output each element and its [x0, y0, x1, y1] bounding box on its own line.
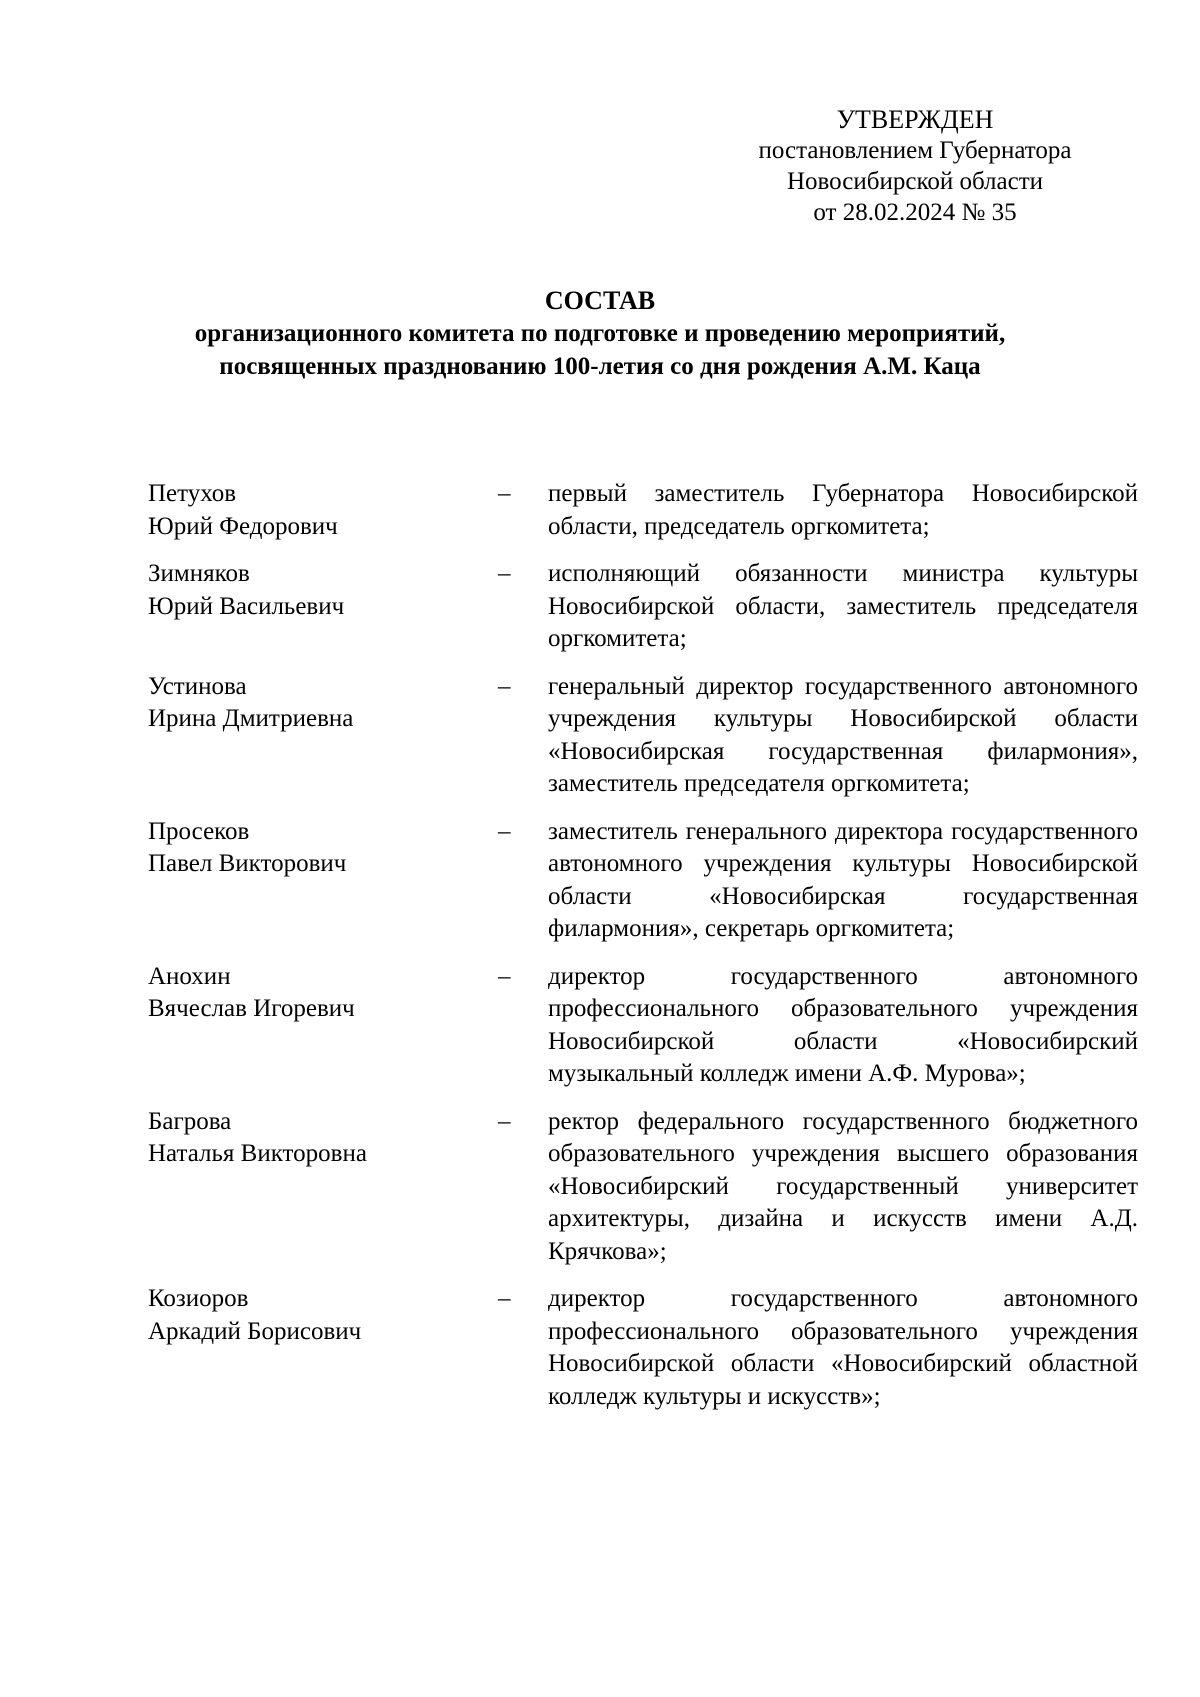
dash-separator: – [498, 560, 511, 587]
member-role: первый заместитель Губернатора Новосибирской области, председатель оргкомитета; [548, 480, 1138, 540]
member-surname: Петухов [148, 480, 237, 507]
dash-separator: – [498, 962, 511, 990]
member-given-names: Аркадий Борисович [148, 1317, 362, 1345]
member-role: исполняющий обязанности министра культуры Новосибирской области, заместитель председателя оргкомитета; [548, 560, 1138, 652]
approval-line: постановлением Губернатора [758, 137, 1072, 164]
member-entry [148, 478, 1138, 543]
member-entry [148, 816, 1138, 946]
member-entry [148, 1106, 1138, 1269]
dash-separator: – [498, 672, 511, 700]
member-name [148, 816, 498, 881]
document-title: СОСТАВ [544, 286, 656, 315]
member-name [148, 1106, 498, 1171]
member-entry [148, 558, 1138, 656]
member-given-names: Ирина Дмитриевна [148, 705, 354, 732]
member-surname: Зимняков [148, 560, 250, 587]
member-surname: Устинова [148, 672, 247, 700]
member-role: директор государственного автономного профессионального образовательного учреждения Новосибирской области «Новосибирский областной колледж культуры и искусств»; [548, 1285, 1138, 1410]
member-role: ректор федерального государственного бюджетного образовательного учреждения высшего образования «Новосибирский государственный университет архитектуры, дизайна и искусств имени А.Д. Крячкова»; [548, 1107, 1138, 1265]
member-given-names: Вячеслав Игоревич [148, 995, 355, 1022]
member-name [148, 478, 498, 543]
member-name [148, 961, 498, 1026]
dash-separator: – [498, 817, 511, 845]
member-given-names: Павел Викторович [148, 850, 347, 877]
dash-separator: – [498, 1107, 511, 1135]
dash-separator: – [498, 480, 511, 507]
document-subtitle-line: организационного комитета по подготовке и проведению мероприятий, [194, 320, 1006, 347]
approval-title: УТВЕРЖДЕН [836, 105, 994, 134]
member-role: генеральный директор государственного автономного учреждения культуры Новосибирской области «Новосибирская государственная филармония», заместитель председателя оргкомитета; [548, 672, 1138, 797]
dash-separator: – [498, 1285, 511, 1312]
member-name [148, 558, 498, 623]
member-role: директор государственного автономного профессионального образовательного учреждения Новосибирской области «Новосибирский музыкальный колледж имени А.Ф. Мурова»; [548, 962, 1138, 1087]
member-surname: Анохин [148, 962, 231, 990]
approval-date-number: от 28.02.2024 № 35 [813, 199, 1017, 226]
document-heading [60, 284, 1140, 383]
member-surname: Просеков [148, 817, 250, 845]
approval-line: Новосибирской области [786, 168, 1044, 195]
member-name [148, 1283, 498, 1348]
member-given-names: Юрий Федорович [148, 512, 338, 540]
member-surname: Багрова [148, 1107, 232, 1135]
approval-block [725, 104, 1105, 228]
member-given-names: Юрий Васильевич [148, 592, 345, 620]
member-name [148, 671, 498, 736]
member-given-names: Наталья Викторовна [148, 1140, 367, 1167]
member-surname: Козиоров [148, 1285, 249, 1312]
member-role: заместитель генерального директора государственного автономного учреждения культуры Новосибирской области «Новосибирская государственная филармония», секретарь оргкомитета; [548, 817, 1138, 942]
document-subtitle-line: посвященных празднованию 100-летия со дня рождения А.М. Каца [219, 353, 981, 380]
member-entry [148, 671, 1138, 801]
member-entry [148, 961, 1138, 1091]
members-list [148, 478, 1138, 1428]
member-entry [148, 1283, 1138, 1413]
